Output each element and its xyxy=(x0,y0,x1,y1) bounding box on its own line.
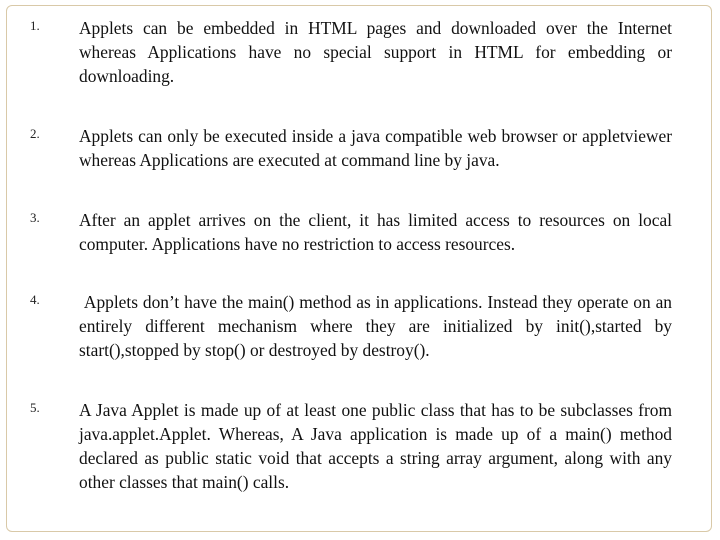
list-item-text: A Java Applet is made up of at least one public class that has to be subclasses from java.applet.Applet. Whereas, A Java application is made up of a main() method declared as public static void that accepts a string array argument, along with any other classes that main() calls. xyxy=(79,400,672,492)
list-item-text: Applets don’t have the main() method as in applications. Instead they operate on an entirely different mechanism where they are initialized by init(),started by start(),stopped by stop() or destroyed by destroy(). xyxy=(79,292,672,360)
list-item-number: 1. xyxy=(30,18,40,33)
list-item-number: 5. xyxy=(30,400,40,415)
list-item-number: 2. xyxy=(30,126,40,141)
list-item-number: 4. xyxy=(30,292,40,307)
list-item-text: Applets can only be executed inside a java compatible web browser or appletviewer whereas Applications are executed at command line by java. xyxy=(79,126,672,170)
list-item-text: After an applet arrives on the client, it has limited access to resources on local computer. Applications have no restriction to access resources. xyxy=(79,210,672,254)
list-item-number: 3. xyxy=(30,210,40,225)
list-item-text: Applets can be embedded in HTML pages and downloaded over the Internet whereas Applications have no special support in HTML for embedding or downloading. xyxy=(79,18,672,86)
